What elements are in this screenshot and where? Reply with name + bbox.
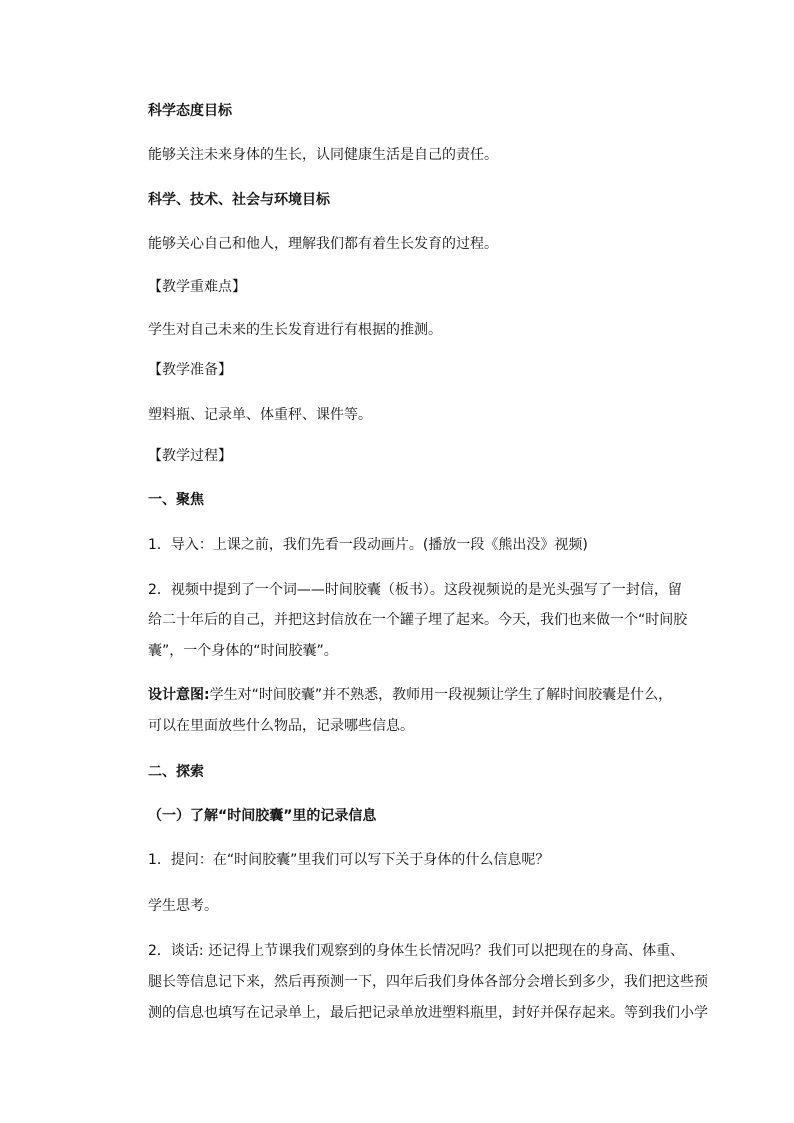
- subsection-record-info: （一）了解“时间胶囊”里的记录信息: [148, 808, 377, 824]
- heading-key-points: 【教学重难点】: [148, 279, 246, 295]
- explore-item-2-line3: 测的信息也填写在记录单上，最后把记录单放进塑料瓶里，封好并保存起来。等到我们小学: [148, 1005, 708, 1021]
- focus-item-2-line1: 2．视频中提到了一个词——时间胶囊（板书）。这段视频说的是光头强写了一封信，留: [148, 582, 682, 598]
- focus-item-1: 1．导入：上课之前，我们先看一段动画片。(播放一段《熊出没》视频): [148, 537, 588, 553]
- section-explore-title: 二、探索: [148, 764, 204, 780]
- section-focus-title: 一、聚焦: [148, 492, 204, 508]
- heading-preparation: 【教学准备】: [148, 362, 232, 378]
- heading-process: 【教学过程】: [148, 448, 232, 464]
- explore-item-2-line1: 2．谈话: 还记得上节课我们观察到的身体生长情况吗？我们可以把现在的身高、体重、: [148, 943, 685, 959]
- explore-item-2-line2: 腿长等信息记下来，然后再预测一下，四年后我们身体各部分会增长到多少，我们把这些预: [148, 974, 708, 990]
- design-intent-line1: [148, 685, 672, 705]
- design-intent-text: 学生对“时间胶囊”并不熟悉，教师用一段视频让学生了解时间胶囊是什么，: [209, 687, 673, 703]
- paragraph-attitude-goal: 能够关注未来身体的生长，认同健康生活是自己的责任。: [148, 147, 498, 163]
- focus-item-2-line3: 囊”，一个身体的“时间胶囊”。: [148, 643, 338, 659]
- explore-student-thinking: 学生思考。: [148, 898, 218, 914]
- heading-attitude-goal: 科学态度目标: [148, 103, 232, 119]
- focus-item-2-line2: 给二十年后的自己，并把这封信放在一个罐子埋了起来。今天，我们也来做一个“时间胶: [148, 612, 688, 628]
- explore-item-1: 1．提问：在“时间胶囊”里我们可以写下关于身体的什么信息呢？: [148, 852, 550, 868]
- design-intent-label: 设计意图:: [148, 687, 210, 703]
- design-intent-line2: 可以在里面放些什么物品，记录哪些信息。: [148, 718, 414, 734]
- heading-sts-goal: 科学、技术、社会与环境目标: [148, 192, 330, 208]
- paragraph-key-points: 学生对自己未来的生长发育进行有根据的推测。: [148, 322, 442, 338]
- paragraph-preparation: 塑料瓶、记录单、体重秤、课件等。: [148, 407, 372, 423]
- paragraph-sts-goal: 能够关心自己和他人，理解我们都有着生长发育的过程。: [148, 236, 498, 252]
